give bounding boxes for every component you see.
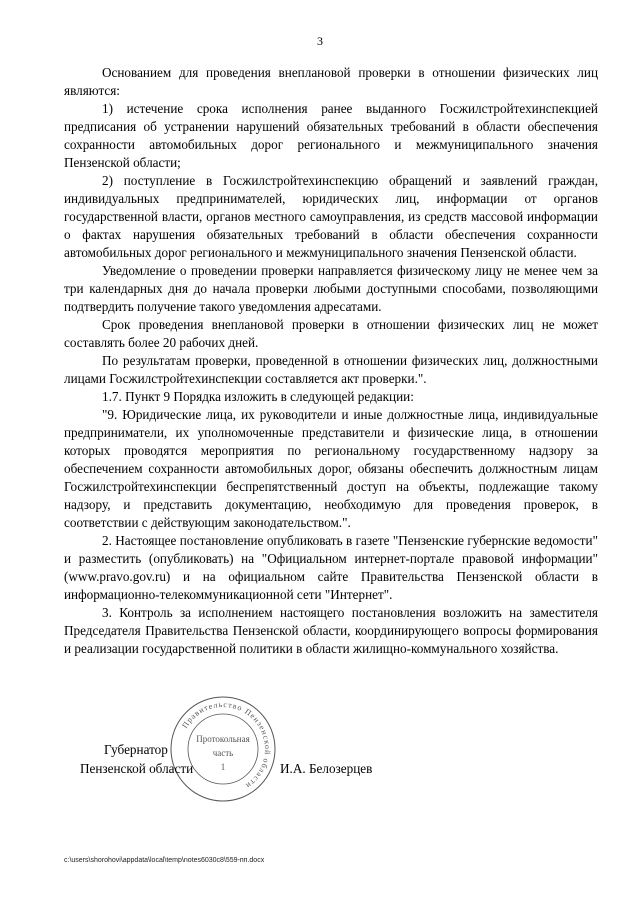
paragraph: Основанием для проведения внеплановой проверки в отношении физических лиц являются:: [64, 65, 598, 98]
paragraph: Срок проведения внеплановой проверки в отношении физических лиц не может составлять более 20 рабочих дней.: [64, 317, 598, 350]
paragraph: 1.7. Пункт 9 Порядка изложить в следующей редакции:: [102, 389, 414, 404]
file-path-footer: c:\users\shorohovi\appdata\local\temp\notes6030c8\559-пп.docx: [64, 857, 265, 864]
paragraph: 2) поступление в Госжилстройтехинспекцию обращений и заявлений граждан, индивидуальных предпринимателей, юридических лиц, информации от органов государственной власти, органов местного самоуправления, из средств массовой информации о фактах нарушения обязательных требований в области обеспечения сохранности автомобильных дорог регионального и межмуниципального значения Пензенской области.: [64, 173, 598, 260]
paragraph: 3. Контроль за исполнением настоящего постановления возложить на заместителя Председателя Правительства Пензенской области, координирующего вопросы формирования и реализации государственной политики в области жилищно-коммунального хозяйства.: [64, 605, 598, 656]
stamp-ring-text: Правительство Пензенской области: [180, 699, 273, 791]
signatory-name: И.А. Белозерцев: [280, 761, 373, 776]
svg-text:Правительство Пензенской облас: [180, 700, 272, 791]
signature-block: [64, 699, 598, 800]
document-body: [64, 64, 598, 658]
official-stamp: [168, 694, 278, 804]
signatory-title: Губернатор: [104, 742, 168, 757]
paragraph: 1) истечение срока исполнения ранее выданного Госжилстройтехинспекцией предписания об устранении нарушений обязательных требований в области обеспечения сохранности автомобильных дорог регионального и межмуниципального значения Пензенской области;: [64, 101, 598, 170]
stamp-center-line1: Протокольная: [196, 734, 250, 744]
paragraph: По результатам проверки, проведенной в отношении физических лиц, должностными лицами Госжилстройтехинспекции составляется акт проверки.".: [64, 353, 598, 386]
signatory-region: Пензенской области: [80, 761, 194, 776]
stamp-center-line2: часть: [212, 748, 234, 758]
paragraph: "9. Юридические лица, их руководители и иные должностные лица, индивидуальные предприниматели, их уполномоченные представители и физические лица, в отношении которых проводятся мероприятия по региональному государственному надзору за обеспечением сохранности автомобильных дорог, обязаны обеспечить должностным лицам Госжилстройтехинспекции беспрепятственный доступ на объекты, подлежащие такому надзору, и представить документацию, необходимую для проведения проверок, в соответствии с действующим законодательством.".: [64, 407, 598, 530]
paragraph: 2. Настоящее постановление опубликовать в газете "Пензенские губернские ведомости" и разместить (опубликовать) на "Официальном интернет-портале правовой информации" (www.pravo.gov.ru) и на официальном сайте Правительства Пензенской области в информационно-телекоммуникационной сети "Интернет".: [64, 533, 598, 602]
stamp-number: 1: [220, 762, 226, 772]
page-number: 3: [317, 34, 323, 48]
paragraph: Уведомление о проведении проверки направляется физическому лицу не менее чем за три календарных дня до начала проверки любыми доступными способами, позволяющими подтвердить получение такого уведомления адресатами.: [64, 263, 598, 314]
